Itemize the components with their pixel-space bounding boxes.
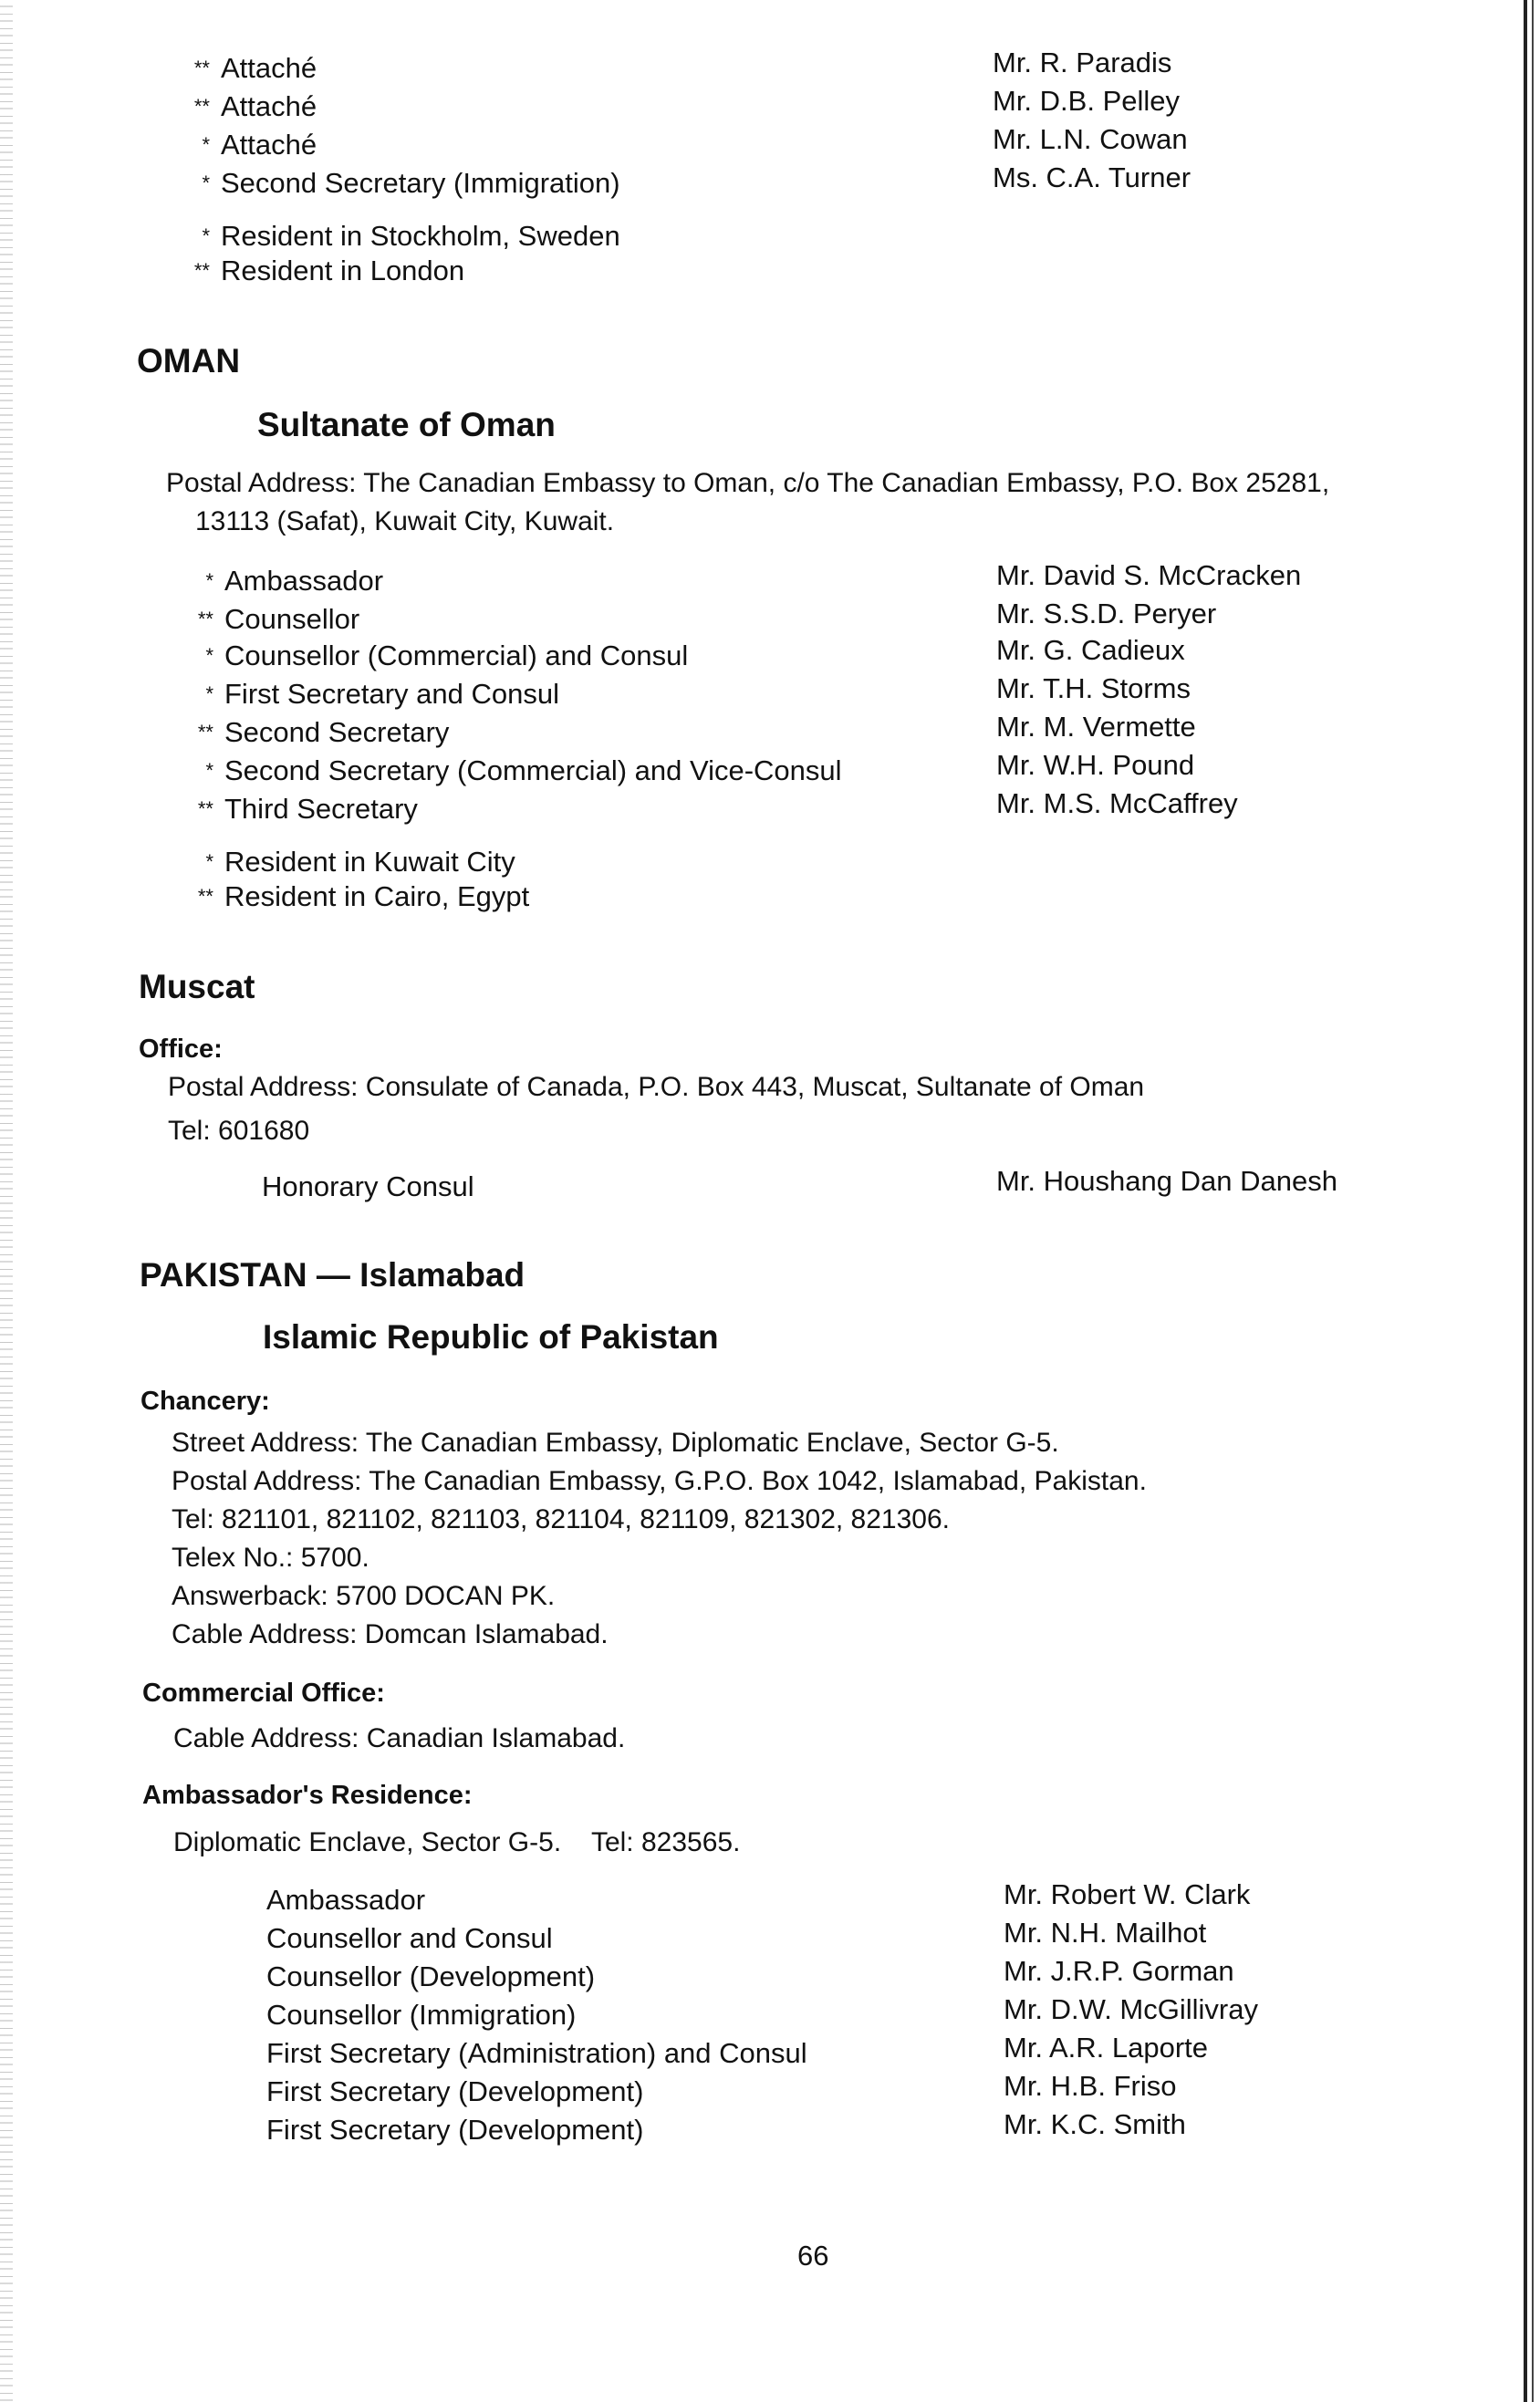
staff-row [168, 792, 418, 827]
footnote-marker: * [205, 569, 213, 592]
country-official-name: Sultanate of Oman [257, 406, 556, 443]
staff-name: Mr. H.B. Friso [1004, 2070, 1177, 2102]
staff-row [164, 128, 317, 162]
postal-address: Postal Address: The Canadian Embassy to Oman, c/o The Canadian Embassy, P.O. Box 25281, [166, 468, 1330, 498]
chancery-label: Chancery: [140, 1387, 270, 1416]
staff-title: Counsellor (Commercial) and Consul [224, 639, 689, 671]
staff-title: First Secretary and Consul [224, 678, 559, 710]
staff-name: Mr. N.H. Mailhot [1004, 1917, 1207, 1949]
staff-title: First Secretary (Development) [266, 2114, 644, 2146]
office-label: Office: [139, 1035, 223, 1064]
footnote-marker: ** [197, 721, 213, 743]
country-official-name: Islamic Republic of Pakistan [263, 1318, 719, 1356]
footnote-text: Resident in London [221, 255, 465, 286]
staff-title: Third Secretary [224, 793, 418, 825]
page-number: 66 [797, 2240, 829, 2272]
staff-name: Mr. K.C. Smith [1004, 2108, 1186, 2140]
staff-name: Mr. D.B. Pelley [993, 85, 1180, 117]
footnote-marker: ** [193, 57, 210, 79]
staff-title: Counsellor (Development) [266, 1960, 596, 1992]
staff-title: Counsellor [224, 603, 360, 635]
telex: Telex No.: 5700. [172, 1543, 369, 1573]
staff-title: Counsellor and Consul [266, 1922, 553, 1954]
staff-row [164, 166, 620, 201]
scan-right-edge [1516, 0, 1540, 2402]
postal-address-cont: 13113 (Safat), Kuwait City, Kuwait. [195, 506, 615, 536]
staff-title: Ambassador [266, 1884, 426, 1916]
footnote-marker: * [202, 133, 210, 156]
staff-title: Attaché [221, 90, 317, 122]
staff-name: Mr. M. Vermette [996, 711, 1196, 743]
footnote-text: Resident in Kuwait City [224, 846, 515, 878]
staff-row [168, 677, 559, 712]
footnote-text: Resident in Stockholm, Sweden [221, 220, 620, 252]
staff-name: Mr. David S. McCracken [996, 559, 1302, 591]
staff-title: Attaché [221, 129, 317, 161]
footnote-marker: * [205, 644, 213, 667]
staff-name: Mr. Houshang Dan Danesh [996, 1165, 1337, 1197]
staff-name: Ms. C.A. Turner [993, 161, 1191, 193]
staff-name: Mr. T.H. Storms [996, 672, 1191, 704]
footnote-row [164, 219, 620, 254]
staff-name: Mr. D.W. McGillivray [1004, 1993, 1258, 2025]
staff-name: Mr. M.S. McCaffrey [996, 787, 1238, 819]
footnote-row [164, 254, 464, 288]
staff-row [168, 602, 359, 637]
city-heading: Muscat [139, 968, 255, 1005]
staff-name: Mr. W.H. Pound [996, 749, 1195, 781]
country-heading: OMAN [137, 342, 241, 380]
staff-name: Mr. J.R.P. Gorman [1004, 1955, 1234, 1987]
cable-address: Cable Address: Canadian Islamabad. [173, 1723, 626, 1753]
footnote-marker: * [202, 172, 210, 194]
cable-address: Cable Address: Domcan Islamabad. [172, 1619, 609, 1649]
footnote-marker: ** [197, 885, 213, 908]
staff-row [168, 639, 688, 673]
footnote-marker: * [205, 682, 213, 705]
staff-title: Honorary Consul [262, 1170, 474, 1202]
country-heading: PAKISTAN — Islamabad [140, 1256, 525, 1294]
staff-title: Second Secretary (Commercial) and Vice-Consul [224, 754, 842, 786]
commercial-office-label: Commercial Office: [142, 1679, 385, 1708]
footnote-marker: ** [193, 259, 210, 282]
staff-title: Ambassador [224, 565, 384, 597]
residence-address: Diplomatic Enclave, Sector G-5. Tel: 823565. [173, 1827, 741, 1857]
staff-name: Mr. R. Paradis [993, 47, 1172, 78]
staff-name: Mr. L.N. Cowan [993, 123, 1188, 155]
staff-row [168, 564, 383, 598]
telephone: Tel: 601680 [168, 1116, 310, 1146]
staff-name: Mr. S.S.D. Peryer [996, 598, 1217, 629]
footnote-row [168, 845, 515, 879]
staff-row [168, 754, 842, 788]
staff-row [164, 89, 317, 124]
staff-title: Attaché [221, 52, 317, 84]
staff-title: First Secretary (Development) [266, 2075, 644, 2107]
staff-title: Second Secretary [224, 716, 450, 748]
staff-name: Mr. G. Cadieux [996, 634, 1185, 666]
telephone: Tel: 821101, 821102, 821103, 821104, 821109, 821302, 821306. [172, 1504, 950, 1534]
staff-name: Mr. A.R. Laporte [1004, 2032, 1208, 2064]
postal-address: Postal Address: The Canadian Embassy, G.P.O. Box 1042, Islamabad, Pakistan. [172, 1466, 1147, 1496]
answerback: Answerback: 5700 DOCAN PK. [172, 1581, 556, 1611]
footnote-text: Resident in Cairo, Egypt [224, 880, 530, 912]
postal-address: Postal Address: Consulate of Canada, P.O. Box 443, Muscat, Sultanate of Oman [168, 1072, 1145, 1102]
footnote-marker: * [202, 224, 210, 247]
footnote-marker: * [205, 850, 213, 873]
staff-row [168, 715, 449, 750]
street-address: Street Address: The Canadian Embassy, Diplomatic Enclave, Sector G-5. [172, 1428, 1059, 1458]
footnote-marker: ** [197, 608, 213, 630]
scan-left-edge [0, 0, 13, 2402]
staff-title: Counsellor (Immigration) [266, 1999, 577, 2031]
residence-label: Ambassador's Residence: [142, 1781, 473, 1810]
footnote-marker: ** [197, 797, 213, 820]
footnote-row [168, 879, 529, 914]
footnote-marker: ** [193, 95, 210, 118]
staff-title: First Secretary (Administration) and Consul [266, 2037, 807, 2069]
staff-row [164, 51, 317, 86]
staff-title: Second Secretary (Immigration) [221, 167, 620, 199]
footnote-marker: * [205, 759, 213, 782]
staff-name: Mr. Robert W. Clark [1004, 1878, 1251, 1910]
